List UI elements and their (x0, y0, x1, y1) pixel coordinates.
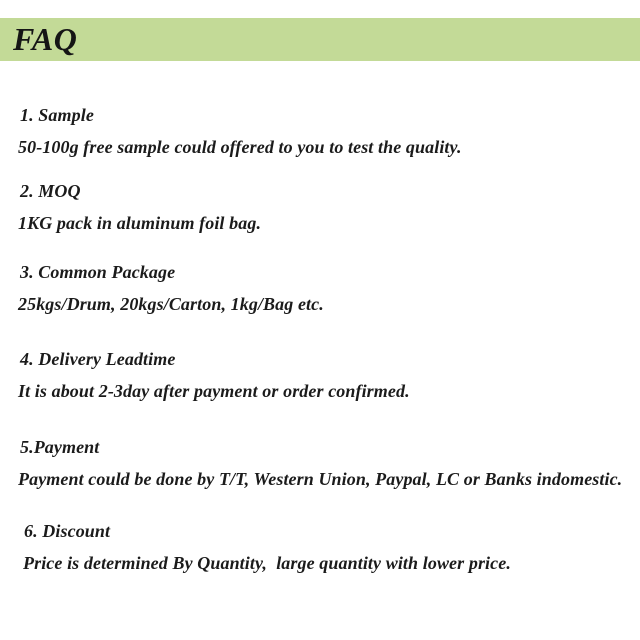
faq-item-discount (0, 520, 640, 575)
faq-question: 1. Sample (20, 105, 94, 125)
faq-question: 6. Discount (24, 521, 111, 541)
faq-answer: Price is determined By Quantity, large quantity with lower price. (23, 553, 511, 573)
faq-answer: It is about 2-3day after payment or order confirmed. (18, 381, 410, 401)
faq-item-delivery (0, 348, 640, 403)
header-banner (0, 18, 640, 61)
faq-item-package (0, 261, 640, 316)
faq-item-payment (0, 436, 640, 491)
faq-answer: 1KG pack in aluminum foil bag. (18, 213, 262, 233)
faq-item-sample (0, 104, 640, 159)
page-title: FAQ (13, 20, 78, 57)
faq-question: 4. Delivery Leadtime (20, 349, 176, 369)
faq-question: 2. MOQ (20, 181, 81, 201)
faq-answer: Payment could be done by T/T, Western Union, Paypal, LC or Banks indomestic. (18, 469, 623, 489)
faq-question: 5.Payment (20, 437, 100, 457)
faq-answer: 50-100g free sample could offered to you to test the quality. (18, 137, 462, 157)
faq-answer: 25kgs/Drum, 20kgs/Carton, 1kg/Bag etc. (18, 294, 324, 314)
faq-question: 3. Common Package (20, 262, 176, 282)
faq-item-moq (0, 180, 640, 235)
